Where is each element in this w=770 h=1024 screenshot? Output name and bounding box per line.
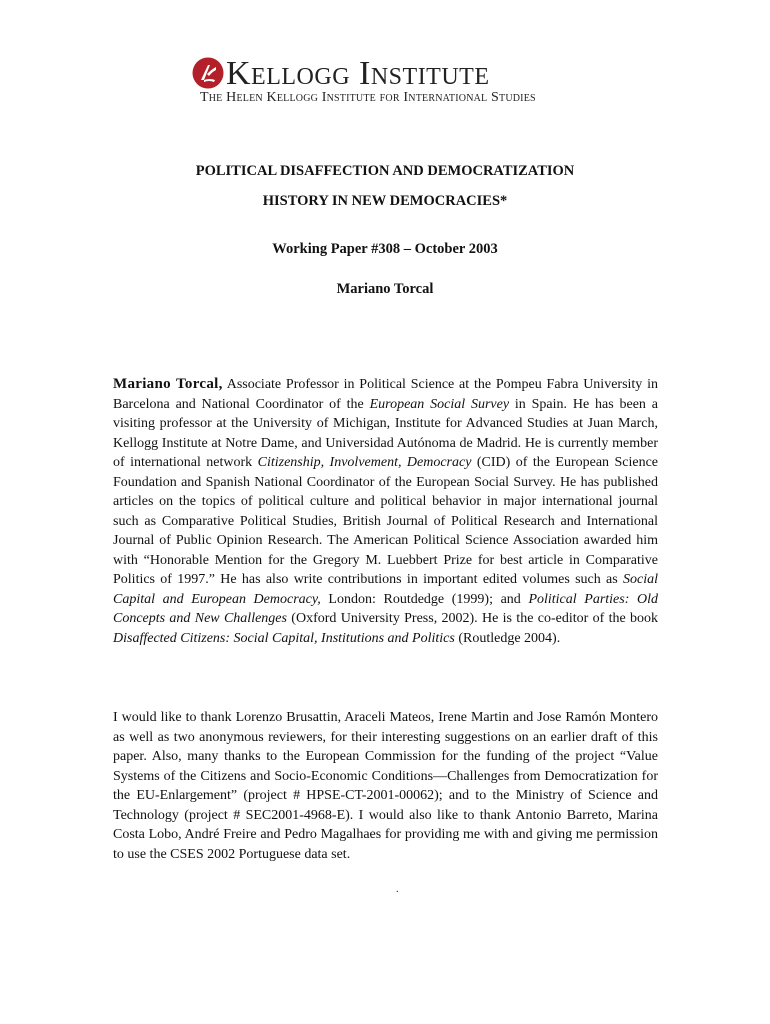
bio-text: Associate Professor in Political Science at the Pompeu Fabra University in Barcelona and National Coordinator of the	[113, 377, 658, 412]
kellogg-header	[192, 54, 592, 108]
bio-text: in Spain. He has been a visiting professor at the University of Michigan, Institute for Advanced Studies at Juan March, Kellogg Institute at Notre Dame, and Universidad Autónoma de Madrid. He is currently member of international network	[113, 396, 658, 470]
bio-text: London: Routdedge (1999); and	[320, 591, 529, 607]
working-paper-number: Working Paper #308 – October 2003	[272, 241, 498, 257]
footer-mark: .	[396, 884, 399, 895]
bio-italic: Social Capital and European Democracy,	[113, 572, 658, 607]
author-name: Mariano Torcal	[336, 281, 434, 297]
institute-subtitle: The Helen Kellogg Institute for International Studies	[200, 90, 536, 105]
bio-italic: Political Parties: Old Concepts and New Challenges	[113, 591, 658, 626]
author-bio	[113, 375, 658, 648]
institute-name: Kellogg Institute	[226, 55, 490, 92]
bio-italic: Citizenship, Involvement, Democracy	[257, 455, 472, 470]
bio-author-name: Mariano Torcal,	[113, 376, 223, 392]
bio-italic: European Social Survey	[369, 396, 510, 412]
bio-text: (CID) of the European Science Foundation and Spanish National Coordinator of the European Social Survey. He has published articles on the topics of political culture and political behavior in major international journal such as Comparative Political Studies, British Journal of Political Research and International Journal of Public Opinion Research. The American Political Science Association awarded him with “Honorable Mention for the Gregory M. Luebbert Prize for best article in Comparative Politics of 1997.” He has also write contributions in important edited volumes such as	[113, 455, 658, 587]
kellogg-seal-icon	[192, 57, 224, 89]
acknowledgements: I would like to thank Lorenzo Brusattin, Araceli Mateos, Irene Martin and Jose Ramón Montero as well as two anonymous reviewers, for their interesting suggestions on an earlier draft of this paper. Also, many thanks to the European Commission for the funding of the project “Value Systems of the Citizens and Socio-Economic Conditions—Challenges from Democratization for the EU-Enlargement” (project # HPSE-CT-2001-00062); and to the Ministry of Science and Technology (project # SEC2001-4968-E). I would also like to thank Antonio Barreto, Marina Costa Lobo, André Freire and Pedro Magalhaes for providing me with and giving me permission to use the CSES 2002 Portuguese data set.	[113, 710, 658, 862]
paper-title-line-2: HISTORY IN NEW DEMOCRACIES*	[262, 193, 508, 209]
paper-title-line-1: POLITICAL DISAFFECTION AND DEMOCRATIZATION	[195, 163, 575, 179]
bio-italic: Disaffected Citizens: Social Capital, Institutions and Politics	[113, 630, 455, 646]
bio-text: (Oxford University Press, 2002). He is the co-editor of the book	[286, 611, 659, 626]
bio-text: (Routledge 2004).	[454, 630, 561, 646]
